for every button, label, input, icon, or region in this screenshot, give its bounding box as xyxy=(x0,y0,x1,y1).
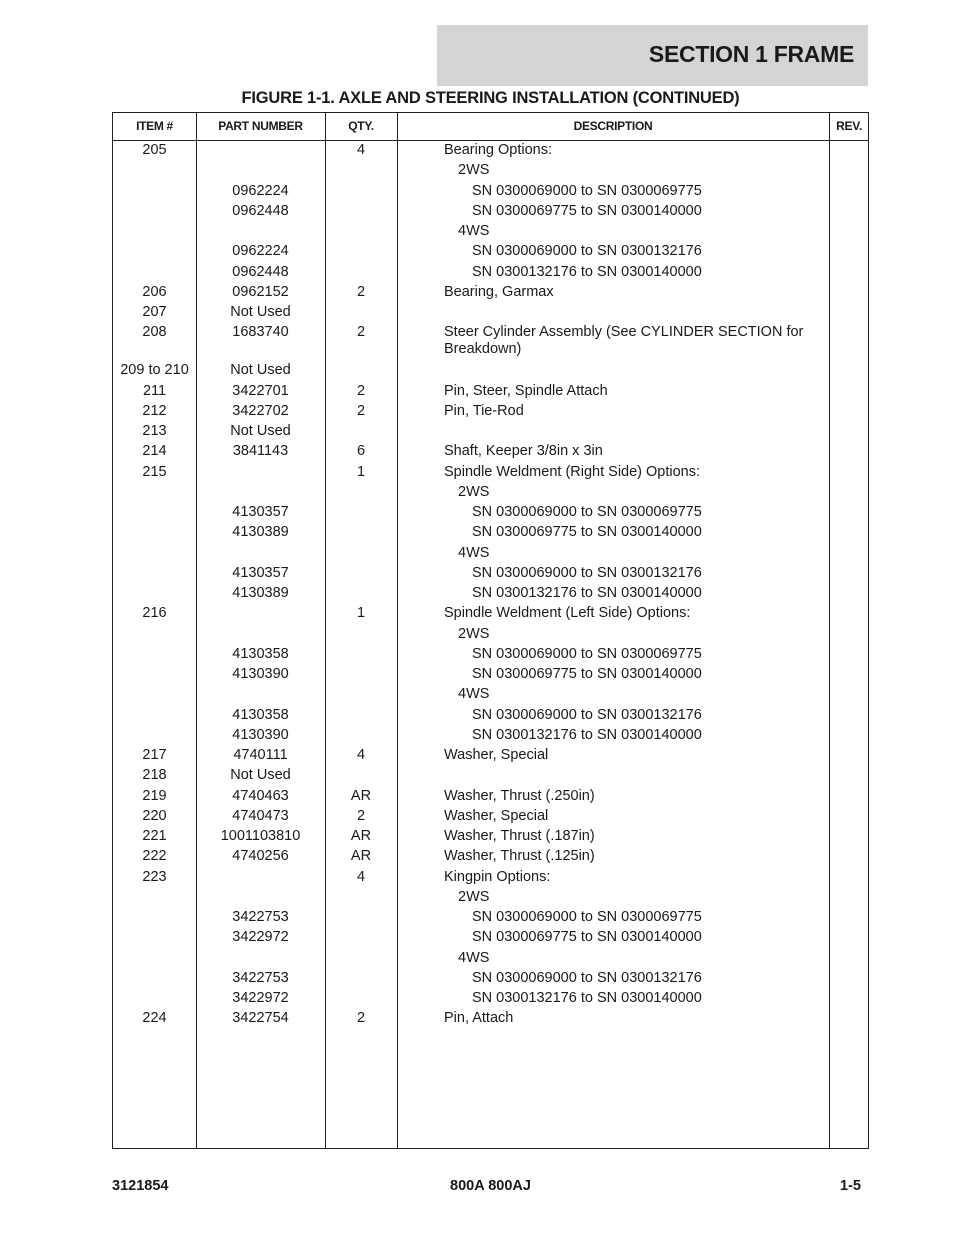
item-cell xyxy=(113,564,196,565)
description-cell: SN 0300132176 to SN 0300140000 xyxy=(472,726,702,743)
description-cell: SN 0300069000 to SN 0300069775 xyxy=(472,645,702,662)
qty-cell: 4 xyxy=(356,868,366,885)
item-cell xyxy=(113,645,196,646)
description-cell: Bearing Options: xyxy=(444,142,553,158)
part-number-cell xyxy=(196,868,325,869)
table-row xyxy=(113,787,868,807)
description-cell: Kingpin Options: xyxy=(444,868,551,885)
qty-cell xyxy=(325,625,397,626)
description-cell xyxy=(444,766,824,767)
qty-cell: 2 xyxy=(356,807,366,824)
description-cell: Pin, Tie-Rod xyxy=(444,402,524,419)
table-row xyxy=(113,303,868,323)
description-cell: Washer, Special xyxy=(444,807,549,824)
item-cell: 205 xyxy=(142,142,167,158)
item-cell: 208 xyxy=(142,324,167,341)
description-cell: 2WS xyxy=(458,888,490,905)
qty-cell xyxy=(325,706,397,707)
header-description: DESCRIPTION xyxy=(573,119,653,133)
description-cell: SN 0300132176 to SN 0300140000 xyxy=(472,990,702,1006)
part-number-cell xyxy=(196,604,325,605)
item-cell: 217 xyxy=(142,747,167,763)
qty-cell xyxy=(325,928,397,929)
part-number-cell: 3422702 xyxy=(232,402,289,419)
qty-cell xyxy=(325,584,397,585)
footer-model: 800A 800AJ xyxy=(450,1178,531,1194)
part-number-cell xyxy=(196,463,325,464)
parts-table xyxy=(112,112,869,1149)
qty-cell xyxy=(325,161,397,162)
header-qty: QTY. xyxy=(348,119,374,133)
description-cell xyxy=(444,361,824,362)
description-cell: SN 0300132176 to SN 0300140000 xyxy=(472,263,702,280)
part-number-cell xyxy=(196,483,325,484)
qty-cell xyxy=(325,182,397,183)
part-number-cell: 4130357 xyxy=(232,504,289,520)
figure-title: FIGURE 1-1. AXLE AND STEERING INSTALLATION (CONTINUED) xyxy=(241,89,740,107)
part-number-cell: 4130390 xyxy=(232,726,289,743)
part-number-cell xyxy=(196,949,325,950)
item-cell xyxy=(113,928,196,929)
description-cell: Spindle Weldment (Left Side) Options: xyxy=(444,605,691,622)
description-cell: SN 0300069775 to SN 0300140000 xyxy=(472,666,702,682)
qty-cell xyxy=(325,908,397,909)
part-number-cell xyxy=(196,544,325,545)
qty-cell xyxy=(325,222,397,223)
qty-cell xyxy=(325,422,397,423)
qty-cell: 6 xyxy=(356,443,366,460)
table-row xyxy=(113,1009,868,1029)
description-cell: 4WS xyxy=(458,949,490,966)
table-row xyxy=(113,442,868,462)
description-cell: SN 0300132176 to SN 0300140000 xyxy=(472,585,702,601)
qty-cell: 4 xyxy=(356,747,366,763)
part-number-cell: 0962448 xyxy=(232,202,289,219)
item-cell xyxy=(113,908,196,909)
part-number-cell: 4130390 xyxy=(232,666,289,682)
part-number-cell: Not Used xyxy=(230,304,291,320)
item-cell xyxy=(113,625,196,626)
part-number-cell: 4130357 xyxy=(232,564,289,581)
item-cell xyxy=(113,161,196,162)
table-row xyxy=(113,928,868,948)
description-cell: 4WS xyxy=(458,544,490,561)
header-rev: REV. xyxy=(836,119,862,133)
description-cell: SN 0300069000 to SN 0300132176 xyxy=(472,969,702,986)
table-row xyxy=(113,283,868,303)
part-number-cell: 3841143 xyxy=(232,443,289,460)
table-row xyxy=(113,969,868,989)
table-row xyxy=(113,665,868,685)
description-cell: SN 0300069000 to SN 0300132176 xyxy=(472,564,702,581)
part-number-cell xyxy=(196,141,325,142)
table-row xyxy=(113,523,868,543)
part-number-cell: Not Used xyxy=(230,362,291,379)
item-cell: 211 xyxy=(142,382,167,399)
table-row xyxy=(113,645,868,665)
item-cell xyxy=(113,685,196,686)
item-cell xyxy=(113,989,196,990)
qty-cell xyxy=(325,564,397,565)
footer-page-number: 1-5 xyxy=(840,1178,861,1194)
qty-cell xyxy=(325,989,397,990)
qty-cell xyxy=(325,969,397,970)
table-row xyxy=(113,726,868,746)
description-cell: Shaft, Keeper 3/8in x 3in xyxy=(444,443,603,460)
table-body xyxy=(113,141,868,1030)
part-number-cell: 3422754 xyxy=(232,1010,289,1027)
table-row xyxy=(113,868,868,888)
qty-cell xyxy=(325,888,397,889)
qty-cell xyxy=(325,361,397,362)
part-number-cell: 4740256 xyxy=(232,848,289,865)
part-number-cell: 3422753 xyxy=(232,969,289,986)
description-cell: Spindle Weldment (Right Side) Options: xyxy=(444,463,701,480)
header-item: ITEM # xyxy=(136,119,173,133)
item-cell: 206 xyxy=(142,283,167,300)
qty-cell xyxy=(325,949,397,950)
item-cell: 224 xyxy=(142,1010,167,1027)
table-row xyxy=(113,685,868,705)
item-cell: 220 xyxy=(142,807,167,824)
table-row xyxy=(113,141,868,161)
item-cell xyxy=(113,202,196,203)
item-cell xyxy=(113,242,196,243)
table-row xyxy=(113,222,868,242)
table-row xyxy=(113,323,868,361)
item-cell: 218 xyxy=(142,767,167,784)
table-row xyxy=(113,463,868,483)
description-cell: SN 0300069000 to SN 0300069775 xyxy=(472,182,702,199)
qty-cell: 2 xyxy=(356,402,366,419)
part-number-cell xyxy=(196,685,325,686)
table-row xyxy=(113,483,868,503)
item-cell: 222 xyxy=(142,848,167,865)
part-number-cell: 0962448 xyxy=(232,263,289,280)
item-cell xyxy=(113,665,196,666)
table-header xyxy=(113,113,868,141)
table-row xyxy=(113,382,868,402)
table-row xyxy=(113,604,868,624)
header-part-number: PART NUMBER xyxy=(218,119,303,133)
table-row xyxy=(113,625,868,645)
table-row xyxy=(113,182,868,202)
table-row xyxy=(113,908,868,928)
qty-cell xyxy=(325,483,397,484)
part-number-cell: 4740463 xyxy=(232,787,289,804)
item-cell: 219 xyxy=(142,787,167,804)
item-cell xyxy=(113,523,196,524)
qty-cell: 4 xyxy=(356,142,366,158)
qty-cell: AR xyxy=(350,828,372,844)
item-cell xyxy=(113,888,196,889)
qty-cell xyxy=(325,242,397,243)
qty-cell xyxy=(325,645,397,646)
part-number-cell xyxy=(196,222,325,223)
description-cell: SN 0300069775 to SN 0300140000 xyxy=(472,929,702,946)
table-row xyxy=(113,827,868,847)
qty-cell xyxy=(325,544,397,545)
part-number-cell: Not Used xyxy=(230,767,291,784)
description-cell: Washer, Special xyxy=(444,747,549,763)
description-cell xyxy=(444,303,824,304)
qty-cell xyxy=(325,665,397,666)
description-cell: 4WS xyxy=(458,223,490,239)
part-number-cell: 4740473 xyxy=(232,807,289,824)
table-row xyxy=(113,402,868,422)
description-cell: 4WS xyxy=(458,686,490,703)
qty-cell xyxy=(325,303,397,304)
table-row xyxy=(113,584,868,604)
table-row xyxy=(113,746,868,766)
qty-cell: 2 xyxy=(356,283,366,300)
description-cell: SN 0300069000 to SN 0300069775 xyxy=(472,504,702,520)
description-cell: 2WS xyxy=(458,483,490,500)
table-row xyxy=(113,564,868,584)
item-cell xyxy=(113,182,196,183)
item-cell xyxy=(113,949,196,950)
item-cell: 221 xyxy=(142,828,167,844)
item-cell xyxy=(113,503,196,504)
part-number-cell: 1683740 xyxy=(232,324,289,341)
table-row xyxy=(113,949,868,969)
table-row xyxy=(113,807,868,827)
qty-cell: AR xyxy=(350,848,372,865)
table-row xyxy=(113,202,868,222)
part-number-cell xyxy=(196,625,325,626)
item-cell xyxy=(113,222,196,223)
part-number-cell: 4130389 xyxy=(232,585,289,601)
qty-cell xyxy=(325,766,397,767)
item-cell xyxy=(113,544,196,545)
table-row xyxy=(113,161,868,181)
part-number-cell: 4130389 xyxy=(232,524,289,541)
item-cell xyxy=(113,584,196,585)
table-row xyxy=(113,263,868,283)
description-cell: Pin, Attach xyxy=(444,1010,514,1027)
table-row xyxy=(113,766,868,786)
qty-cell xyxy=(325,202,397,203)
qty-cell: AR xyxy=(350,787,372,804)
item-cell: 213 xyxy=(142,423,167,439)
part-number-cell: 4130358 xyxy=(232,706,289,723)
item-cell: 216 xyxy=(142,605,167,622)
qty-cell xyxy=(325,685,397,686)
item-cell: 207 xyxy=(142,304,167,320)
table-row xyxy=(113,888,868,908)
section-header-box xyxy=(437,25,868,86)
item-cell: 214 xyxy=(142,443,167,460)
part-number-cell: 3422753 xyxy=(232,909,289,925)
qty-cell xyxy=(325,503,397,504)
part-number-cell: 3422972 xyxy=(232,990,289,1006)
part-number-cell: 1001103810 xyxy=(220,828,301,844)
part-number-cell xyxy=(196,161,325,162)
table-row xyxy=(113,847,868,867)
qty-cell xyxy=(325,263,397,264)
description-cell: Pin, Steer, Spindle Attach xyxy=(444,382,608,399)
part-number-cell: 4130358 xyxy=(232,645,289,662)
table-row xyxy=(113,242,868,262)
description-cell: Steer Cylinder Assembly (See CYLINDER SECTION for Breakdown) xyxy=(444,324,804,358)
description-cell: SN 0300069000 to SN 0300132176 xyxy=(472,706,702,723)
item-cell xyxy=(113,706,196,707)
part-number-cell: 0962152 xyxy=(232,283,289,300)
item-cell xyxy=(113,969,196,970)
qty-cell: 2 xyxy=(356,324,366,341)
item-cell: 212 xyxy=(142,402,167,419)
description-cell: Washer, Thrust (.250in) xyxy=(444,787,595,804)
table-row xyxy=(113,706,868,726)
item-cell: 215 xyxy=(142,463,167,480)
table-row xyxy=(113,503,868,523)
part-number-cell: 3422701 xyxy=(232,382,289,399)
table-row xyxy=(113,989,868,1009)
item-cell: 209 to 210 xyxy=(120,362,189,379)
part-number-cell: 0962224 xyxy=(232,243,289,260)
qty-cell: 1 xyxy=(356,463,366,480)
description-cell: SN 0300069000 to SN 0300132176 xyxy=(472,243,702,260)
description-cell: SN 0300069775 to SN 0300140000 xyxy=(472,202,702,219)
part-number-cell: 4740111 xyxy=(233,747,288,763)
description-cell: 2WS xyxy=(458,162,490,179)
part-number-cell: 3422972 xyxy=(232,929,289,946)
qty-cell xyxy=(325,726,397,727)
item-cell xyxy=(113,726,196,727)
part-number-cell: 0962224 xyxy=(232,182,289,199)
item-cell xyxy=(113,263,196,264)
description-cell: Washer, Thrust (.187in) xyxy=(444,828,595,844)
item-cell xyxy=(113,483,196,484)
description-cell: 2WS xyxy=(458,625,490,642)
table-row xyxy=(113,361,868,381)
description-cell: SN 0300069000 to SN 0300069775 xyxy=(472,909,702,925)
table-row xyxy=(113,422,868,442)
section-title: SECTION 1 FRAME xyxy=(648,41,854,67)
qty-cell xyxy=(325,523,397,524)
description-cell xyxy=(444,422,824,423)
table-row xyxy=(113,544,868,564)
description-cell: Washer, Thrust (.125in) xyxy=(444,848,595,865)
description-cell: Bearing, Garmax xyxy=(444,283,554,300)
part-number-cell xyxy=(196,888,325,889)
footer-doc-number: 3121854 xyxy=(112,1178,169,1194)
part-number-cell: Not Used xyxy=(230,423,291,439)
description-cell: SN 0300069775 to SN 0300140000 xyxy=(472,524,702,541)
qty-cell: 1 xyxy=(356,605,366,622)
qty-cell: 2 xyxy=(356,1010,366,1027)
qty-cell: 2 xyxy=(356,382,366,399)
item-cell: 223 xyxy=(142,868,167,885)
